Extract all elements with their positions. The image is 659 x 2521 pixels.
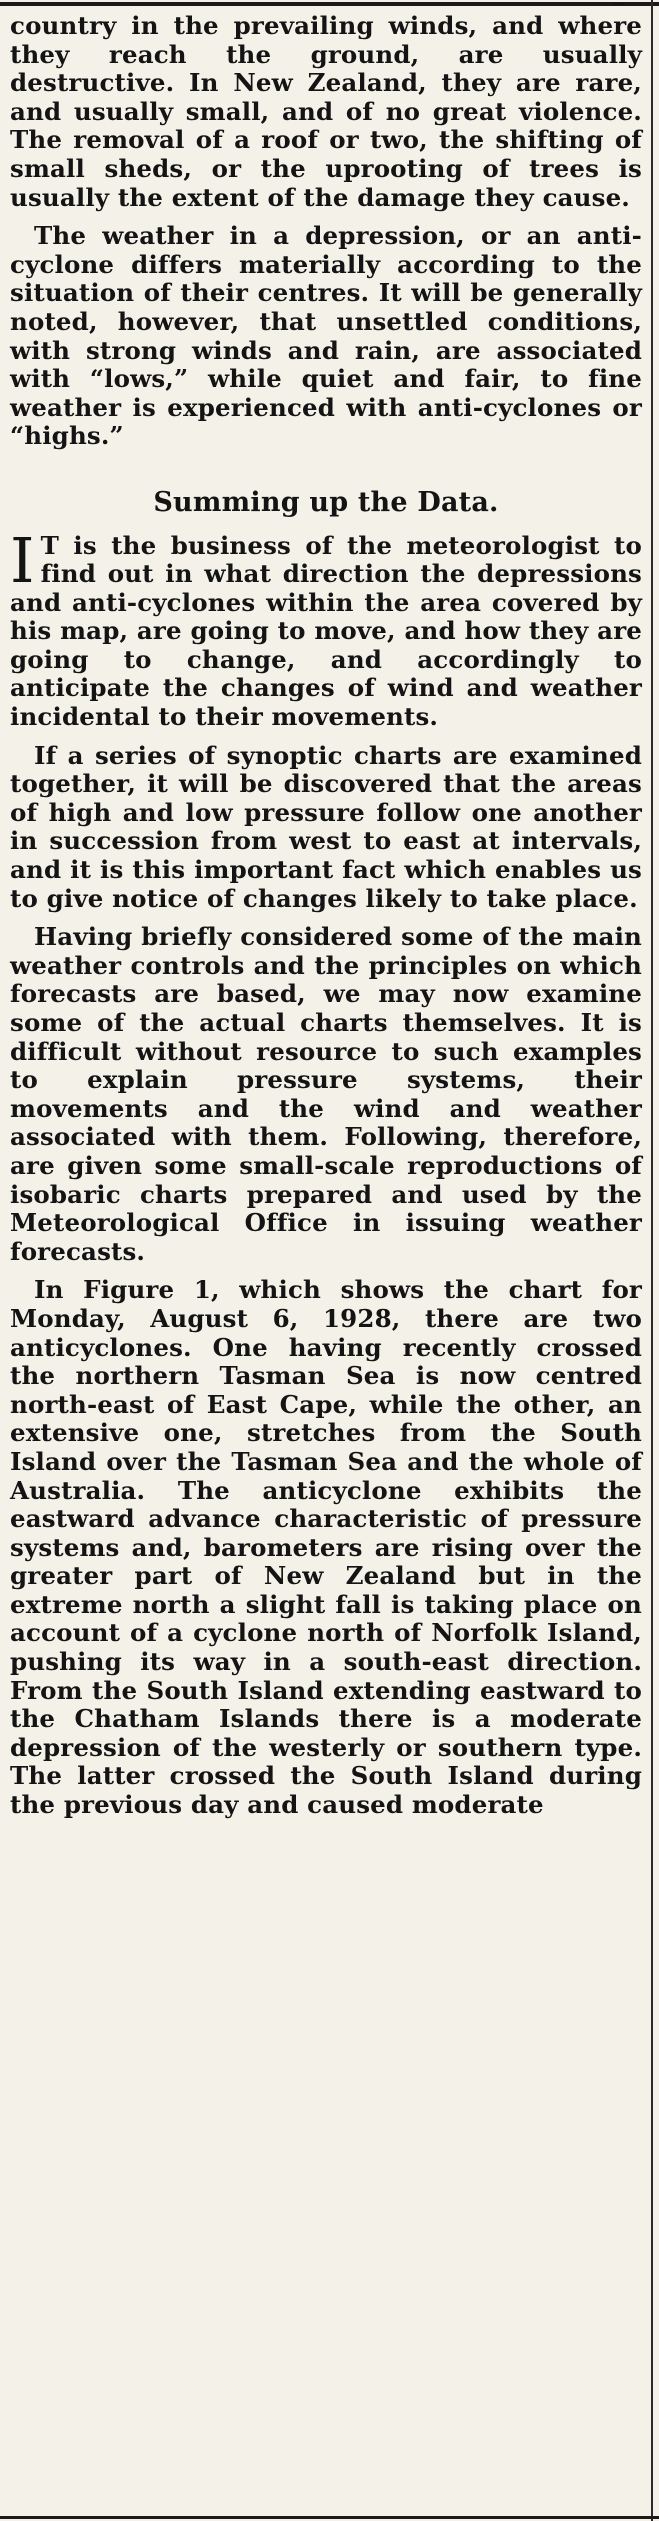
bottom-column-rule — [0, 2516, 659, 2519]
body-paragraph-1: If a series of synoptic charts are examined together, it will be discovered that the areas of high and low pressure follow one another in succession from west to east at intervals, and it is this important fact which enables us to give notice of changes likely to take place. — [10, 740, 642, 913]
dropcap-letter: I — [10, 523, 35, 597]
column-divider-rule — [651, 0, 653, 2521]
body-paragraph-3: In Figure 1, which shows the chart for Monday, August 6, 1928, there are two anticyclones. One having recently crossed the northern Tasman Sea is now centred north-east of East Cape, while the other, an extensive one, stretches from the South Island over the Tasman Sea and the whole of Australia. The anticyclone exhibits the eastward advance characteristic of pressure systems and, barometers are rising over the greater part of New Zealand but in the extreme north a slight fall is taking place on account of a cyclone north of Norfolk Island, pushing its way in a south-east direction. From the South Island extending eastward to the Chatham Islands there is a moderate depression of the westerly or southern type. The latter crossed the South Island during the previous day and caused moderate — [10, 1275, 642, 1820]
top-column-rule — [0, 2, 659, 6]
body-paragraph-2: Having briefly considered some of the main weather controls and the principles on which forecasts are based, we may now examine some of the actual charts themselves. It is difficult without resource to such examples to explain pressure systems, their movements and the wind and weather associated with them. Following, therefore, are given some small-scale reproductions of isobaric charts prepared and used by the Meteorological Office in issuing weather forecasts. — [10, 922, 642, 1266]
article-column — [10, 12, 642, 1830]
intro-paragraph-1: country in the prevailing winds, and where they reach the ground, are usually destructive. In New Zealand, they are rare, and usually small, and of no great violence. The removal of a roof or two, the shifting of small sheds, or the uprooting of trees is usually the extent of the damage they cause. — [10, 11, 642, 212]
intro-paragraph-2: The weather in a depression, or an anti-cyclone differs materially according to the situation of their centres. It will be generally noted, however, that unsettled conditions, with strong winds and rain, are associated with “lows,” while quiet and fair, to fine weather is experienced with anti-cyclones or “highs.” — [10, 221, 642, 451]
dropcap-paragraph — [10, 523, 642, 732]
dropcap-paragraph-text: T is the business of the meteorologist to find out in what direction the depressions and anti-cyclones within the area covered by his map, are going to move, and how they are going to change, and accordingly to anticipate the changes of wind and weather incidental to their movements. — [10, 530, 642, 732]
section-subheading: Summing up the Data. — [153, 486, 499, 518]
top-printer-mark: ~ — [611, 0, 625, 13]
